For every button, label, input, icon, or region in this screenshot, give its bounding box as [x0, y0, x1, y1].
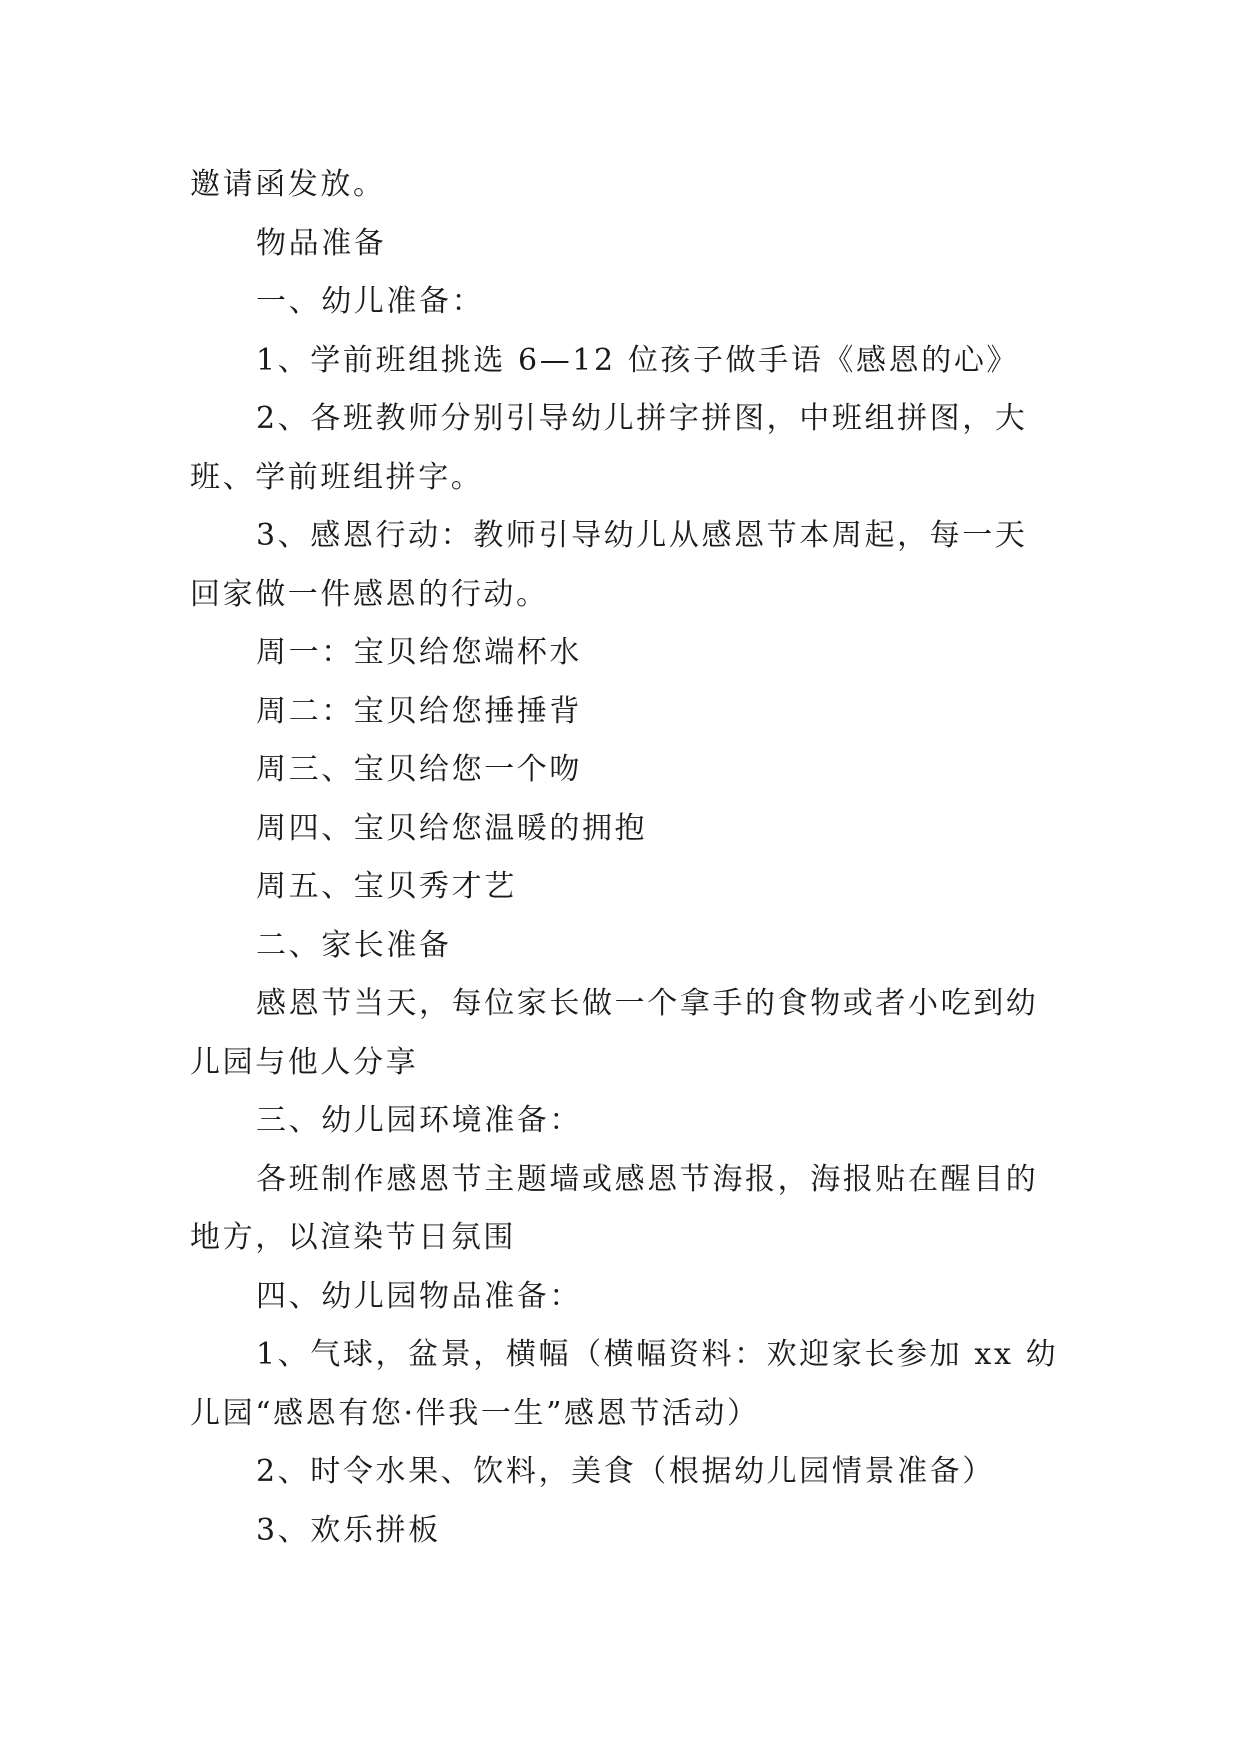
text-line: 1、气球，盆景，横幅（横幅资料：欢迎家长参加 xx 幼 [256, 1337, 1059, 1372]
list-item: 周二：宝贝给您捶捶背 [256, 693, 582, 729]
text-line: 2、各班教师分别引导幼儿拼字拼图，中班组拼图，大 [256, 401, 1028, 436]
text-line: 3、欢乐拼板 [256, 1512, 441, 1548]
list-item: 周三、宝贝给您一个吻 [256, 752, 582, 787]
text-line: 邀请函发放。 [190, 167, 386, 202]
text-line: 各班制作感恩节主题墙或感恩节海报，海报贴在醒目的 [256, 1161, 1039, 1197]
text-line: 儿园“感恩有您·伴我一生”感恩节活动） [190, 1395, 760, 1431]
list-item: 周五、宝贝秀才艺 [256, 869, 517, 904]
list-item: 周四、宝贝给您温暖的拥抱 [256, 810, 648, 846]
section-heading: 三、幼儿园环境准备： [256, 1103, 582, 1138]
text-line: 1、学前班组挑选 6—12 位孩子做手语《感恩的心》 [256, 342, 1020, 378]
list-item: 周一：宝贝给您端杯水 [256, 635, 582, 670]
text-line: 3、感恩行动：教师引导幼儿从感恩节本周起，每一天 [256, 518, 1028, 553]
text-line: 地方，以渲染节日氛围 [190, 1220, 516, 1255]
text-line: 2、时令水果、饮料，美食（根据幼儿园情景准备） [256, 1454, 995, 1489]
section-heading: 一、幼儿准备： [256, 284, 485, 319]
text-line: 儿园与他人分享 [190, 1044, 419, 1080]
section-heading: 物品准备 [256, 225, 387, 261]
text-line: 感恩节当天，每位家长做一个拿手的食物或者小吃到幼 [256, 986, 1039, 1021]
document-body [190, 156, 1060, 1560]
text-line: 回家做一件感恩的行动。 [190, 576, 549, 612]
text-line: 班、学前班组拼字。 [190, 459, 484, 495]
section-heading: 四、幼儿园物品准备： [256, 1278, 582, 1314]
section-heading: 二、家长准备 [256, 927, 452, 963]
